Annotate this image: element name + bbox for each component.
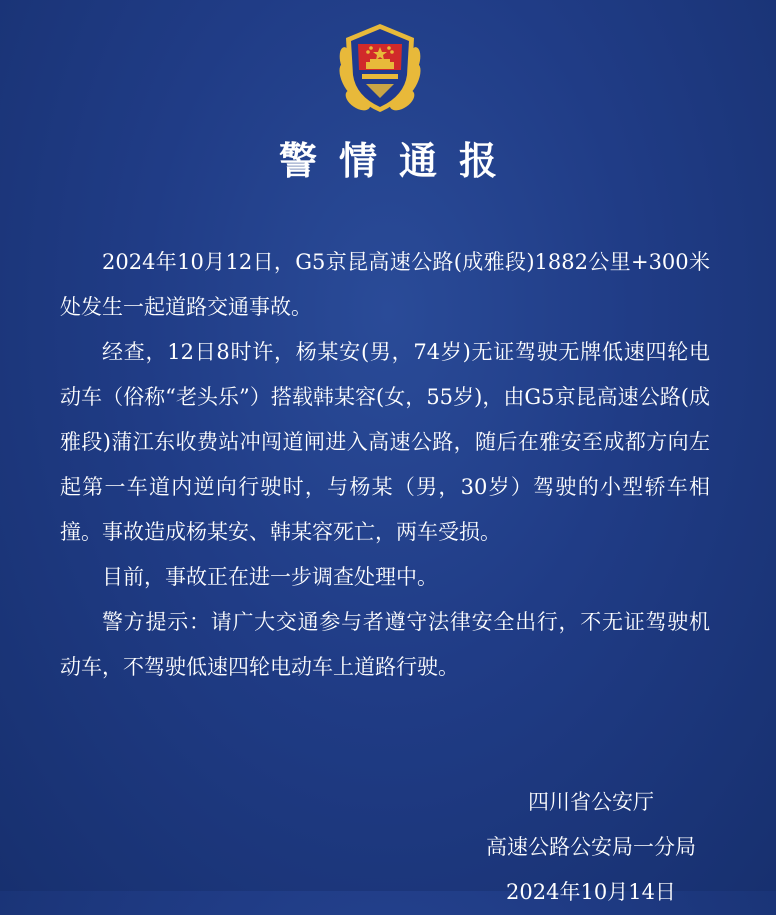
signature-date: 2024年10月14日 — [506, 880, 676, 904]
paragraph-warning: 警方提示：请广大交通参与者遵守法律安全出行，不无证驾驶机动车，不驾驶低速四轮电动车上道路行驶。 — [60, 610, 710, 679]
paragraph-status: 目前，事故正在进一步调查处理中。 — [102, 565, 438, 589]
page-title: 警情通报 — [278, 139, 519, 183]
notice-body — [60, 240, 710, 690]
paragraph-investigation: 经查，12日8时许，杨某安(男，74岁)无证驾驶无牌低速四轮电动车（俗称“老头乐”）搭载韩某容(女，55岁)，由G5京昆高速公路(成雅段)蒲江东收费站冲闯道闸进入高速公路，随后在雅安至成都方向左起第一车道内逆向行驶时，与杨某（男，30岁）驾驶的小型轿车相撞。事故造成杨某安、韩某容死亡，两车受损。 — [60, 340, 710, 544]
paragraph-incident: 2024年10月12日，G5京昆高速公路(成雅段)1882公里+300米处发生一起道路交通事故。 — [60, 250, 710, 319]
police-badge-icon — [328, 18, 432, 122]
signature-block — [486, 780, 696, 915]
signature-org2: 高速公路公安局一分局 — [486, 835, 696, 859]
signature-org1: 四川省公安厅 — [528, 790, 654, 814]
